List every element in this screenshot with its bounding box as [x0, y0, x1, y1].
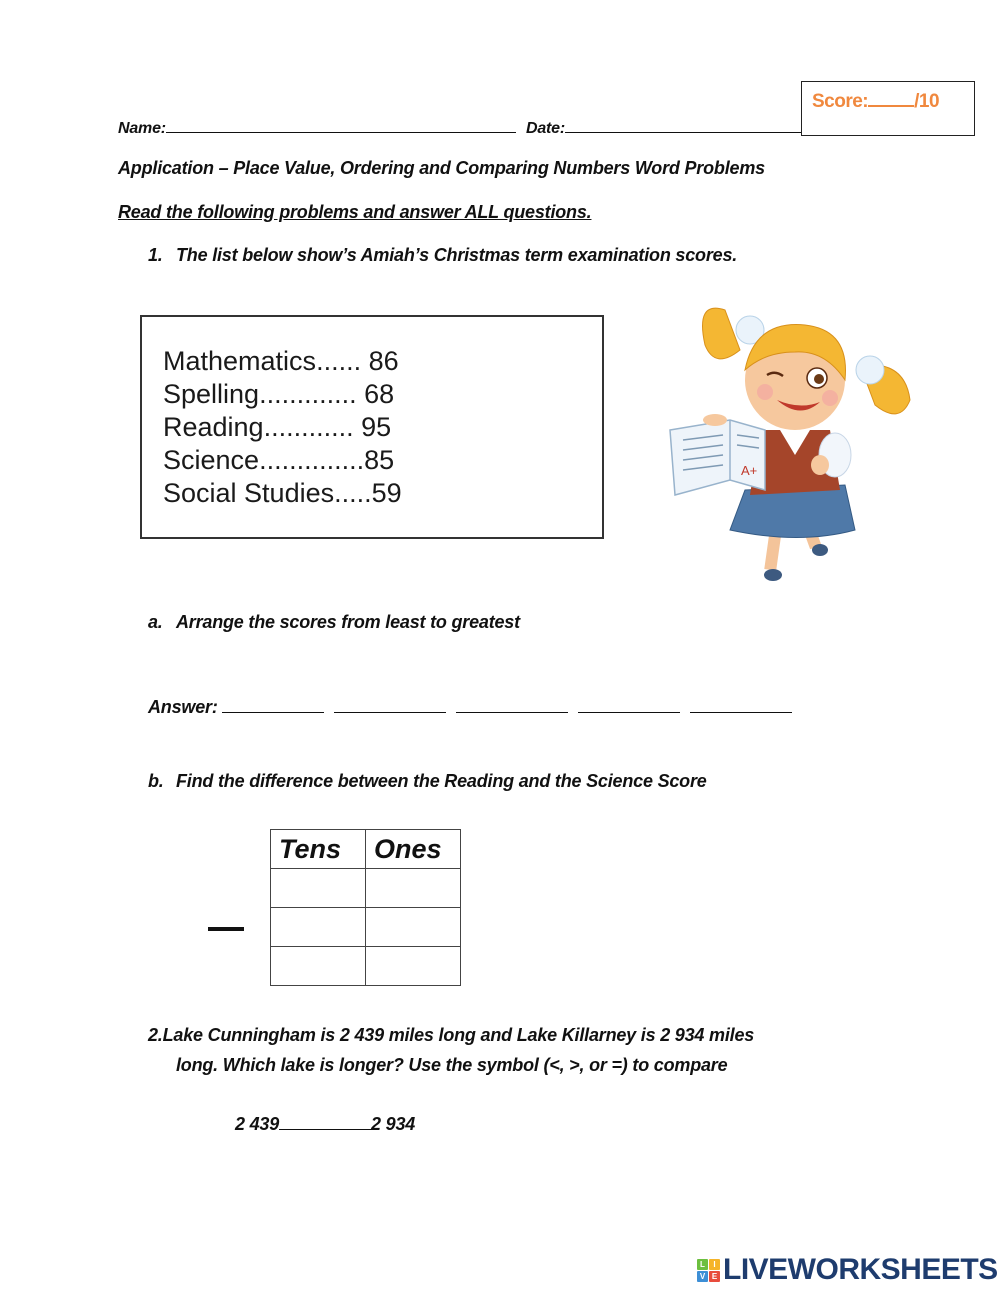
question-1b-text: Find the difference between the Reading and the Science Score: [176, 771, 707, 791]
instruction-text: Read the following problems and answer ALL questions.: [118, 202, 592, 222]
answer-blank-1[interactable]: [222, 698, 324, 713]
table-row: [271, 869, 461, 908]
subject-label: Spelling: [163, 379, 260, 409]
answer-label: Answer:: [148, 697, 218, 717]
logo-text: LIVEWORKSHEETS: [723, 1253, 998, 1286]
score-value: 86: [368, 346, 399, 376]
score-value: 68: [364, 379, 395, 409]
name-label: Name:: [118, 120, 166, 137]
liveworksheets-logo[interactable]: [697, 1255, 998, 1285]
leader-dots: .............: [259, 379, 365, 409]
logo-squares-icon: [697, 1259, 720, 1282]
ones-cell[interactable]: [366, 947, 461, 986]
leader-dots: .....: [334, 478, 372, 508]
score-value: 59: [371, 478, 402, 508]
score-text: [812, 91, 939, 113]
girl-holding-book-icon: [655, 290, 925, 590]
ones-cell[interactable]: [366, 869, 461, 908]
answer-blank-3[interactable]: [456, 698, 568, 713]
score-row-reading: [163, 411, 402, 444]
answer-blank-5[interactable]: [690, 698, 792, 713]
tens-cell[interactable]: [271, 908, 366, 947]
question-1a-label: a.: [148, 612, 163, 632]
table-row: [271, 908, 461, 947]
question-1-number: 1.: [148, 245, 163, 265]
score-label: Score:: [812, 91, 869, 112]
score-row-spelling: [163, 378, 402, 411]
question-1: [148, 245, 737, 266]
leader-dots: ..............: [259, 445, 365, 475]
question-2: [148, 1025, 754, 1046]
date-label: Date:: [526, 120, 566, 137]
compare-row: [235, 1114, 415, 1135]
tens-cell[interactable]: [271, 869, 366, 908]
table-header-row: [271, 830, 461, 869]
answer-blank-2[interactable]: [334, 698, 446, 713]
name-field[interactable]: [118, 118, 516, 138]
logo-square-e: E: [709, 1271, 720, 1282]
compare-blank[interactable]: [279, 1115, 371, 1130]
ones-cell[interactable]: [366, 908, 461, 947]
score-total: /10: [914, 91, 940, 112]
tens-ones-table: [270, 829, 461, 986]
question-2-number: 2.: [148, 1025, 163, 1045]
minus-sign-icon: [208, 927, 244, 931]
book-grade: A+: [741, 463, 758, 478]
logo-square-l: L: [697, 1259, 708, 1270]
name-blank[interactable]: [166, 118, 516, 133]
logo-square-i: I: [709, 1259, 720, 1270]
score-row-science: [163, 444, 402, 477]
subject-label: Reading: [163, 412, 264, 442]
question-1a: [148, 612, 520, 633]
tens-header: Tens: [271, 830, 366, 869]
subject-label: Social Studies: [163, 478, 335, 508]
score-box: [801, 81, 975, 136]
ones-header: Ones: [366, 830, 461, 869]
answer-row: [148, 697, 802, 718]
logo-square-v: V: [697, 1271, 708, 1282]
question-1b: [148, 771, 707, 792]
scores-list: [163, 345, 402, 510]
answer-blank-4[interactable]: [578, 698, 680, 713]
right-value: 2 934: [371, 1114, 416, 1134]
score-row-social-studies: [163, 477, 402, 510]
subject-label: Mathematics: [163, 346, 317, 376]
score-value: 85: [364, 445, 395, 475]
score-blank[interactable]: [868, 91, 914, 107]
subject-label: Science: [163, 445, 260, 475]
question-1a-text: Arrange the scores from least to greatest: [176, 612, 520, 632]
table-row: [271, 947, 461, 986]
question-2-line-2: long. Which lake is longer? Use the symbol (<, >, or =) to compare: [176, 1055, 728, 1075]
score-row-mathematics: [163, 345, 402, 378]
worksheet-title: Application – Place Value, Ordering and Comparing Numbers Word Problems: [118, 158, 765, 178]
leader-dots: ............: [263, 412, 362, 442]
tens-cell[interactable]: [271, 947, 366, 986]
question-2-line-1: Lake Cunningham is 2 439 miles long and Lake Killarney is 2 934 miles: [162, 1025, 755, 1045]
question-1b-label: b.: [148, 771, 164, 791]
leader-dots: ......: [316, 346, 369, 376]
score-value: 95: [361, 412, 392, 442]
question-1-text: The list below show’s Amiah’s Christmas term examination scores.: [176, 245, 738, 265]
left-value: 2 439: [235, 1114, 280, 1134]
scores-box: [140, 315, 604, 539]
